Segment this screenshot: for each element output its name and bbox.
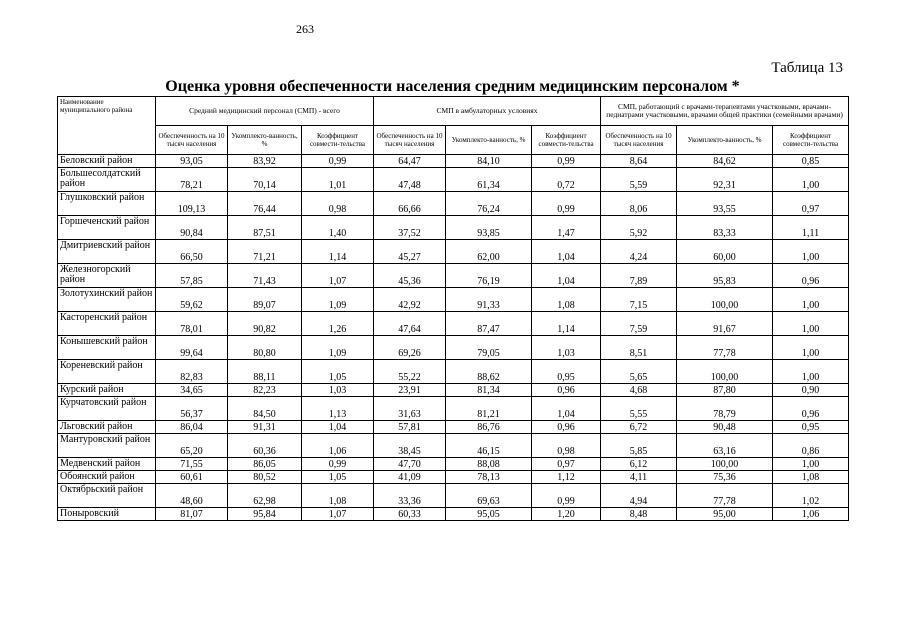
- table-cell: 1,05: [302, 471, 374, 484]
- table-cell: 95,84: [228, 508, 302, 521]
- table-cell: 4,94: [601, 484, 677, 508]
- table-cell: 1,00: [773, 240, 849, 264]
- table-cell: 4,68: [601, 384, 677, 397]
- table-cell: 4,24: [601, 240, 677, 264]
- table-cell: 84,10: [446, 155, 532, 168]
- table-row: [58, 192, 849, 216]
- table-cell: 5,59: [601, 168, 677, 192]
- table-cell: 77,78: [677, 336, 773, 360]
- table-cell: 42,92: [374, 288, 446, 312]
- table-cell: 76,19: [446, 264, 532, 288]
- table-cell: 91,67: [677, 312, 773, 336]
- table-cell: 60,36: [228, 434, 302, 458]
- table-row: [58, 264, 849, 288]
- table-cell: 86,05: [228, 458, 302, 471]
- table-cell: 76,24: [446, 192, 532, 216]
- table-cell: 71,43: [228, 264, 302, 288]
- table-cell: 1,06: [302, 434, 374, 458]
- table-cell: 77,78: [677, 484, 773, 508]
- table-cell: 60,33: [374, 508, 446, 521]
- table-cell: 5,55: [601, 397, 677, 421]
- table-cell: 69,26: [374, 336, 446, 360]
- municipality-name: Глушковский район: [58, 192, 156, 216]
- table-cell: 87,80: [677, 384, 773, 397]
- table-row: [58, 484, 849, 508]
- table-cell: 45,36: [374, 264, 446, 288]
- municipality-name: Дмитриевский район: [58, 240, 156, 264]
- table-cell: 78,13: [446, 471, 532, 484]
- table-cell: 1,04: [532, 240, 601, 264]
- table-cell: 0,97: [773, 192, 849, 216]
- municipality-name: Обоянский район: [58, 471, 156, 484]
- table-cell: 1,06: [773, 508, 849, 521]
- table-cell: 47,64: [374, 312, 446, 336]
- municipality-name: Медвенский район: [58, 458, 156, 471]
- table-cell: 0,96: [773, 397, 849, 421]
- table-cell: 71,55: [156, 458, 228, 471]
- table-row: [58, 421, 849, 434]
- table-cell: 61,34: [446, 168, 532, 192]
- table-cell: 6,12: [601, 458, 677, 471]
- table-cell: 1,07: [302, 508, 374, 521]
- table-cell: 1,08: [302, 484, 374, 508]
- header-group-ambulatory: СМП в амбулаторных условиях: [374, 97, 601, 126]
- header-group-total: Средний медицинский персонал (СМП) - всего: [156, 97, 374, 126]
- table-cell: 1,09: [302, 288, 374, 312]
- table-cell: 8,51: [601, 336, 677, 360]
- table-row: [58, 458, 849, 471]
- table-cell: 81,07: [156, 508, 228, 521]
- table-row: [58, 288, 849, 312]
- table-cell: 7,59: [601, 312, 677, 336]
- table-cell: 5,92: [601, 216, 677, 240]
- header-coefficient: Коэффициент совмести-тельства: [773, 126, 849, 155]
- header-row-sub: [58, 126, 849, 155]
- table-cell: 84,50: [228, 397, 302, 421]
- table-cell: 38,45: [374, 434, 446, 458]
- table-cell: 0,98: [532, 434, 601, 458]
- table-cell: 70,14: [228, 168, 302, 192]
- table-cell: 93,85: [446, 216, 532, 240]
- table-cell: 81,34: [446, 384, 532, 397]
- table-cell: 0,96: [773, 264, 849, 288]
- table-cell: 7,89: [601, 264, 677, 288]
- table-cell: 8,06: [601, 192, 677, 216]
- table-row: [58, 240, 849, 264]
- table-cell: 1,01: [302, 168, 374, 192]
- municipality-name: Золотухинский район: [58, 288, 156, 312]
- header-staffing: Укомплекто-ванность, %: [677, 126, 773, 155]
- table-cell: 0,97: [532, 458, 601, 471]
- table-row: [58, 155, 849, 168]
- table-cell: 60,00: [677, 240, 773, 264]
- municipality-name: Октябрьский район: [58, 484, 156, 508]
- municipality-name: Кореневский район: [58, 360, 156, 384]
- header-group-district-doctors: СМП, работающий с врачами-терапевтами участковыми, врачами-педиатрами участковыми, врачами общей практики (семейными врачами): [601, 97, 849, 126]
- table-cell: 1,05: [302, 360, 374, 384]
- document-title: Оценка уровня обеспеченности населения средним медицинским персоналом *: [165, 78, 740, 95]
- table-cell: 47,48: [374, 168, 446, 192]
- table-cell: 1,08: [532, 288, 601, 312]
- municipality-name: Большесолдатский район: [58, 168, 156, 192]
- table-cell: 8,48: [601, 508, 677, 521]
- table-cell: 0,96: [532, 384, 601, 397]
- table-row: [58, 216, 849, 240]
- header-staffing: Укомплекто-ванность, %: [446, 126, 532, 155]
- table-cell: 90,84: [156, 216, 228, 240]
- table-row: [58, 471, 849, 484]
- municipality-name: Беловский район: [58, 155, 156, 168]
- table-cell: 0,99: [532, 484, 601, 508]
- table-cell: 0,86: [773, 434, 849, 458]
- table-cell: 92,31: [677, 168, 773, 192]
- table-cell: 1,02: [773, 484, 849, 508]
- table-row: [58, 434, 849, 458]
- table-cell: 1,00: [773, 458, 849, 471]
- table-cell: 82,83: [156, 360, 228, 384]
- table-cell: 1,00: [773, 168, 849, 192]
- header-provision: Обеспеченность на 10 тысяч населения: [374, 126, 446, 155]
- table-cell: 76,44: [228, 192, 302, 216]
- table-cell: 37,52: [374, 216, 446, 240]
- table-cell: 93,55: [677, 192, 773, 216]
- table-cell: 0,96: [532, 421, 601, 434]
- table-cell: 95,00: [677, 508, 773, 521]
- table-cell: 1,26: [302, 312, 374, 336]
- table-row: [58, 336, 849, 360]
- table-cell: 57,85: [156, 264, 228, 288]
- table-row: [58, 508, 849, 521]
- table-cell: 88,62: [446, 360, 532, 384]
- table-cell: 84,62: [677, 155, 773, 168]
- table-cell: 5,85: [601, 434, 677, 458]
- table-cell: 1,14: [532, 312, 601, 336]
- table-body: [58, 155, 849, 521]
- table-cell: 100,00: [677, 288, 773, 312]
- municipality-name: Льговский район: [58, 421, 156, 434]
- table-cell: 0,99: [302, 458, 374, 471]
- table-cell: 1,00: [773, 312, 849, 336]
- table-cell: 0,95: [773, 421, 849, 434]
- municipality-name: Курчатовский район: [58, 397, 156, 421]
- table-cell: 1,14: [302, 240, 374, 264]
- table-cell: 59,62: [156, 288, 228, 312]
- table-cell: 100,00: [677, 458, 773, 471]
- header-row-groups: [58, 97, 849, 126]
- table-cell: 1,12: [532, 471, 601, 484]
- table-cell: 99,64: [156, 336, 228, 360]
- table-cell: 7,15: [601, 288, 677, 312]
- table-cell: 66,66: [374, 192, 446, 216]
- table-cell: 90,82: [228, 312, 302, 336]
- table-cell: 55,22: [374, 360, 446, 384]
- table-cell: 60,61: [156, 471, 228, 484]
- table-cell: 0,99: [302, 155, 374, 168]
- table-cell: 31,63: [374, 397, 446, 421]
- municipality-name: Касторенский район: [58, 312, 156, 336]
- table-cell: 0,99: [532, 192, 601, 216]
- table-cell: 1,40: [302, 216, 374, 240]
- table-cell: 56,37: [156, 397, 228, 421]
- table-cell: 47,70: [374, 458, 446, 471]
- table-cell: 89,07: [228, 288, 302, 312]
- table-cell: 1,47: [532, 216, 601, 240]
- table-cell: 90,48: [677, 421, 773, 434]
- table-cell: 23,91: [374, 384, 446, 397]
- header-provision: Обеспеченность на 10 тысяч населения: [156, 126, 228, 155]
- table-cell: 46,15: [446, 434, 532, 458]
- table-row: [58, 384, 849, 397]
- table-cell: 100,00: [677, 360, 773, 384]
- table-cell: 1,07: [302, 264, 374, 288]
- table-cell: 0,85: [773, 155, 849, 168]
- table-row: [58, 312, 849, 336]
- table-cell: 80,80: [228, 336, 302, 360]
- header-coefficient: Коэффициент совмести-тельства: [302, 126, 374, 155]
- table-cell: 86,76: [446, 421, 532, 434]
- table-cell: 93,05: [156, 155, 228, 168]
- table-cell: 33,36: [374, 484, 446, 508]
- municipality-name: Железногорский район: [58, 264, 156, 288]
- table-cell: 0,95: [532, 360, 601, 384]
- table-cell: 80,52: [228, 471, 302, 484]
- table-cell: 87,47: [446, 312, 532, 336]
- table-cell: 1,04: [532, 264, 601, 288]
- header-municipality: Наименование муниципального района: [58, 97, 156, 155]
- table-cell: 69,63: [446, 484, 532, 508]
- table-cell: 1,00: [773, 336, 849, 360]
- table-cell: 0,72: [532, 168, 601, 192]
- municipality-name: Горшеченский район: [58, 216, 156, 240]
- table-cell: 1,20: [532, 508, 601, 521]
- table-cell: 78,79: [677, 397, 773, 421]
- municipality-name: Поныровский: [58, 508, 156, 521]
- table-cell: 78,01: [156, 312, 228, 336]
- table-cell: 109,13: [156, 192, 228, 216]
- table-cell: 1,00: [773, 360, 849, 384]
- table-cell: 6,72: [601, 421, 677, 434]
- table-cell: 64,47: [374, 155, 446, 168]
- table-cell: 86,04: [156, 421, 228, 434]
- table-cell: 1,03: [532, 336, 601, 360]
- table-cell: 41,09: [374, 471, 446, 484]
- page-number: 263: [296, 22, 314, 36]
- staffing-table: [57, 96, 849, 521]
- table-cell: 79,05: [446, 336, 532, 360]
- header-staffing: Укомплекто-ванность, %: [228, 126, 302, 155]
- table-cell: 0,90: [773, 384, 849, 397]
- header-coefficient: Коэффициент совмести-тельства: [532, 126, 601, 155]
- table-cell: 88,08: [446, 458, 532, 471]
- table-cell: 88,11: [228, 360, 302, 384]
- table-cell: 4,11: [601, 471, 677, 484]
- table-label: Таблица 13: [771, 60, 843, 76]
- table-cell: 63,16: [677, 434, 773, 458]
- table-cell: 5,65: [601, 360, 677, 384]
- table-cell: 1,00: [773, 288, 849, 312]
- table-cell: 95,83: [677, 264, 773, 288]
- table-cell: 8,64: [601, 155, 677, 168]
- table-cell: 0,99: [532, 155, 601, 168]
- table-cell: 62,00: [446, 240, 532, 264]
- table-cell: 48,60: [156, 484, 228, 508]
- table-cell: 81,21: [446, 397, 532, 421]
- table-cell: 87,51: [228, 216, 302, 240]
- table-cell: 1,08: [773, 471, 849, 484]
- municipality-name: Мантуровский район: [58, 434, 156, 458]
- table-cell: 83,33: [677, 216, 773, 240]
- table-cell: 1,03: [302, 384, 374, 397]
- table-cell: 1,13: [302, 397, 374, 421]
- table-cell: 75,36: [677, 471, 773, 484]
- table-cell: 91,31: [228, 421, 302, 434]
- table-row: [58, 168, 849, 192]
- table-cell: 45,27: [374, 240, 446, 264]
- municipality-name: Конышевский район: [58, 336, 156, 360]
- table-cell: 57,81: [374, 421, 446, 434]
- table-cell: 83,92: [228, 155, 302, 168]
- table-cell: 1,11: [773, 216, 849, 240]
- table-cell: 78,21: [156, 168, 228, 192]
- table-cell: 71,21: [228, 240, 302, 264]
- table-cell: 82,23: [228, 384, 302, 397]
- table-row: [58, 360, 849, 384]
- header-provision: Обеспеченность на 10 тысяч населения: [601, 126, 677, 155]
- table-cell: 65,20: [156, 434, 228, 458]
- table-cell: 34,65: [156, 384, 228, 397]
- municipality-name: Курский район: [58, 384, 156, 397]
- table-cell: 66,50: [156, 240, 228, 264]
- table-cell: 1,04: [532, 397, 601, 421]
- table-cell: 0,98: [302, 192, 374, 216]
- table-cell: 1,04: [302, 421, 374, 434]
- table-cell: 1,09: [302, 336, 374, 360]
- table-cell: 95,05: [446, 508, 532, 521]
- table-row: [58, 397, 849, 421]
- table-cell: 91,33: [446, 288, 532, 312]
- table-cell: 62,98: [228, 484, 302, 508]
